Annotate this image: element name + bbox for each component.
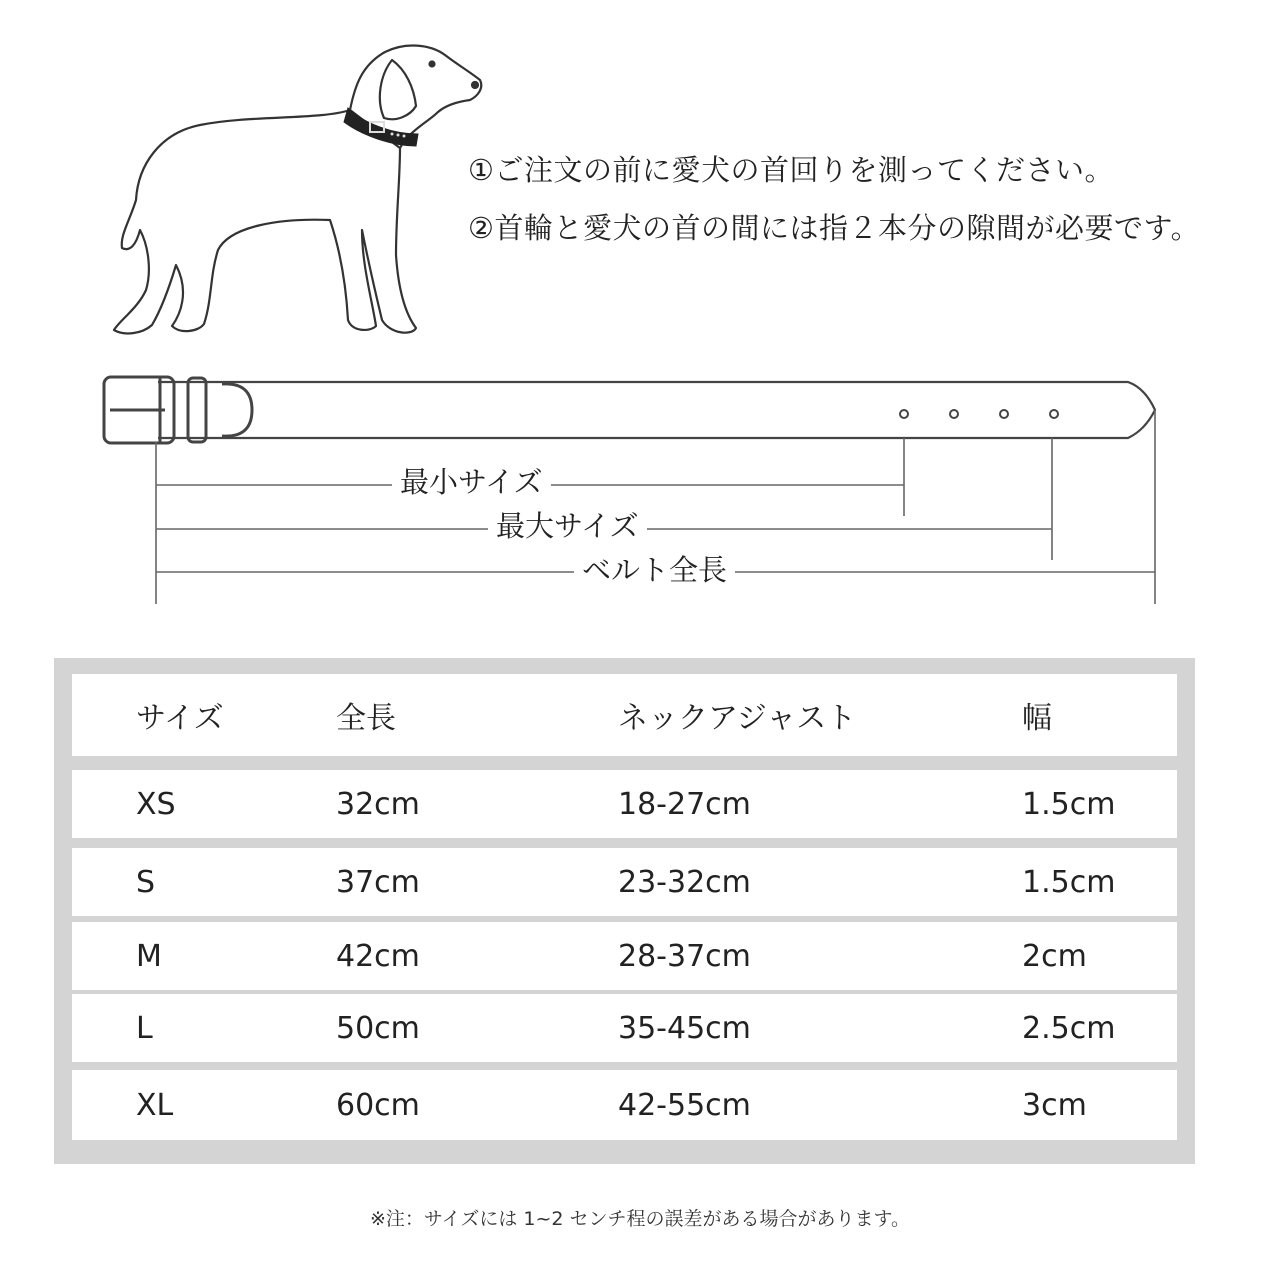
header-neck-adjust: ネックアジャスト (618, 701, 857, 736)
cell-width: 3cm (1022, 1087, 1087, 1123)
cell-width: 2.5cm (1022, 1010, 1116, 1046)
dog-illustration (100, 30, 500, 350)
footnote: ※注：サイズには 1~2 センチ程の誤差がある場合があります。 (369, 1208, 911, 1230)
cell-neck-adjust: 28-37cm (618, 938, 751, 974)
collar-hole (1050, 410, 1058, 418)
cell-length: 37cm (336, 864, 420, 900)
collar-d-ring (222, 384, 252, 436)
cell-width: 1.5cm (1022, 786, 1116, 822)
total-length-label: ベルト全長 (574, 552, 735, 588)
table-header-row (72, 674, 1177, 756)
collar-keeper (188, 378, 206, 442)
table-row (72, 994, 1177, 1062)
cell-neck-adjust: 42-55cm (618, 1087, 751, 1123)
size-table (54, 658, 1195, 1164)
cell-neck-adjust: 35-45cm (618, 1010, 751, 1046)
instruction-finger-gap: ②首輪と愛犬の首の間には指２本分の隙間が必要です。 (468, 211, 1201, 245)
table-row (72, 1070, 1177, 1140)
cell-length: 32cm (336, 786, 420, 822)
cell-neck-adjust: 23-32cm (618, 864, 751, 900)
collar-hole (1000, 410, 1008, 418)
cell-size: S (136, 864, 156, 900)
cell-neck-adjust: 18-27cm (618, 786, 751, 822)
cell-length: 42cm (336, 938, 420, 974)
collar-hole (900, 410, 908, 418)
header-length: 全長 (336, 701, 396, 736)
cell-length: 50cm (336, 1010, 420, 1046)
header-size: サイズ (136, 701, 224, 736)
cell-size: M (136, 938, 162, 974)
min-size-label: 最小サイズ (392, 464, 551, 500)
cell-width: 1.5cm (1022, 864, 1116, 900)
cell-length: 60cm (336, 1087, 420, 1123)
cell-size: L (136, 1010, 153, 1046)
instruction-measure-neck: ①ご注文の前に愛犬の首回りを測ってください。 (468, 153, 1114, 187)
table-row (72, 922, 1177, 990)
cell-size: XL (136, 1087, 174, 1123)
cell-size: XS (136, 786, 176, 822)
table-row (72, 770, 1177, 838)
collar-hole (950, 410, 958, 418)
table-row (72, 848, 1177, 916)
cell-width: 2cm (1022, 938, 1087, 974)
max-size-label: 最大サイズ (488, 508, 647, 544)
header-width: 幅 (1022, 701, 1052, 736)
